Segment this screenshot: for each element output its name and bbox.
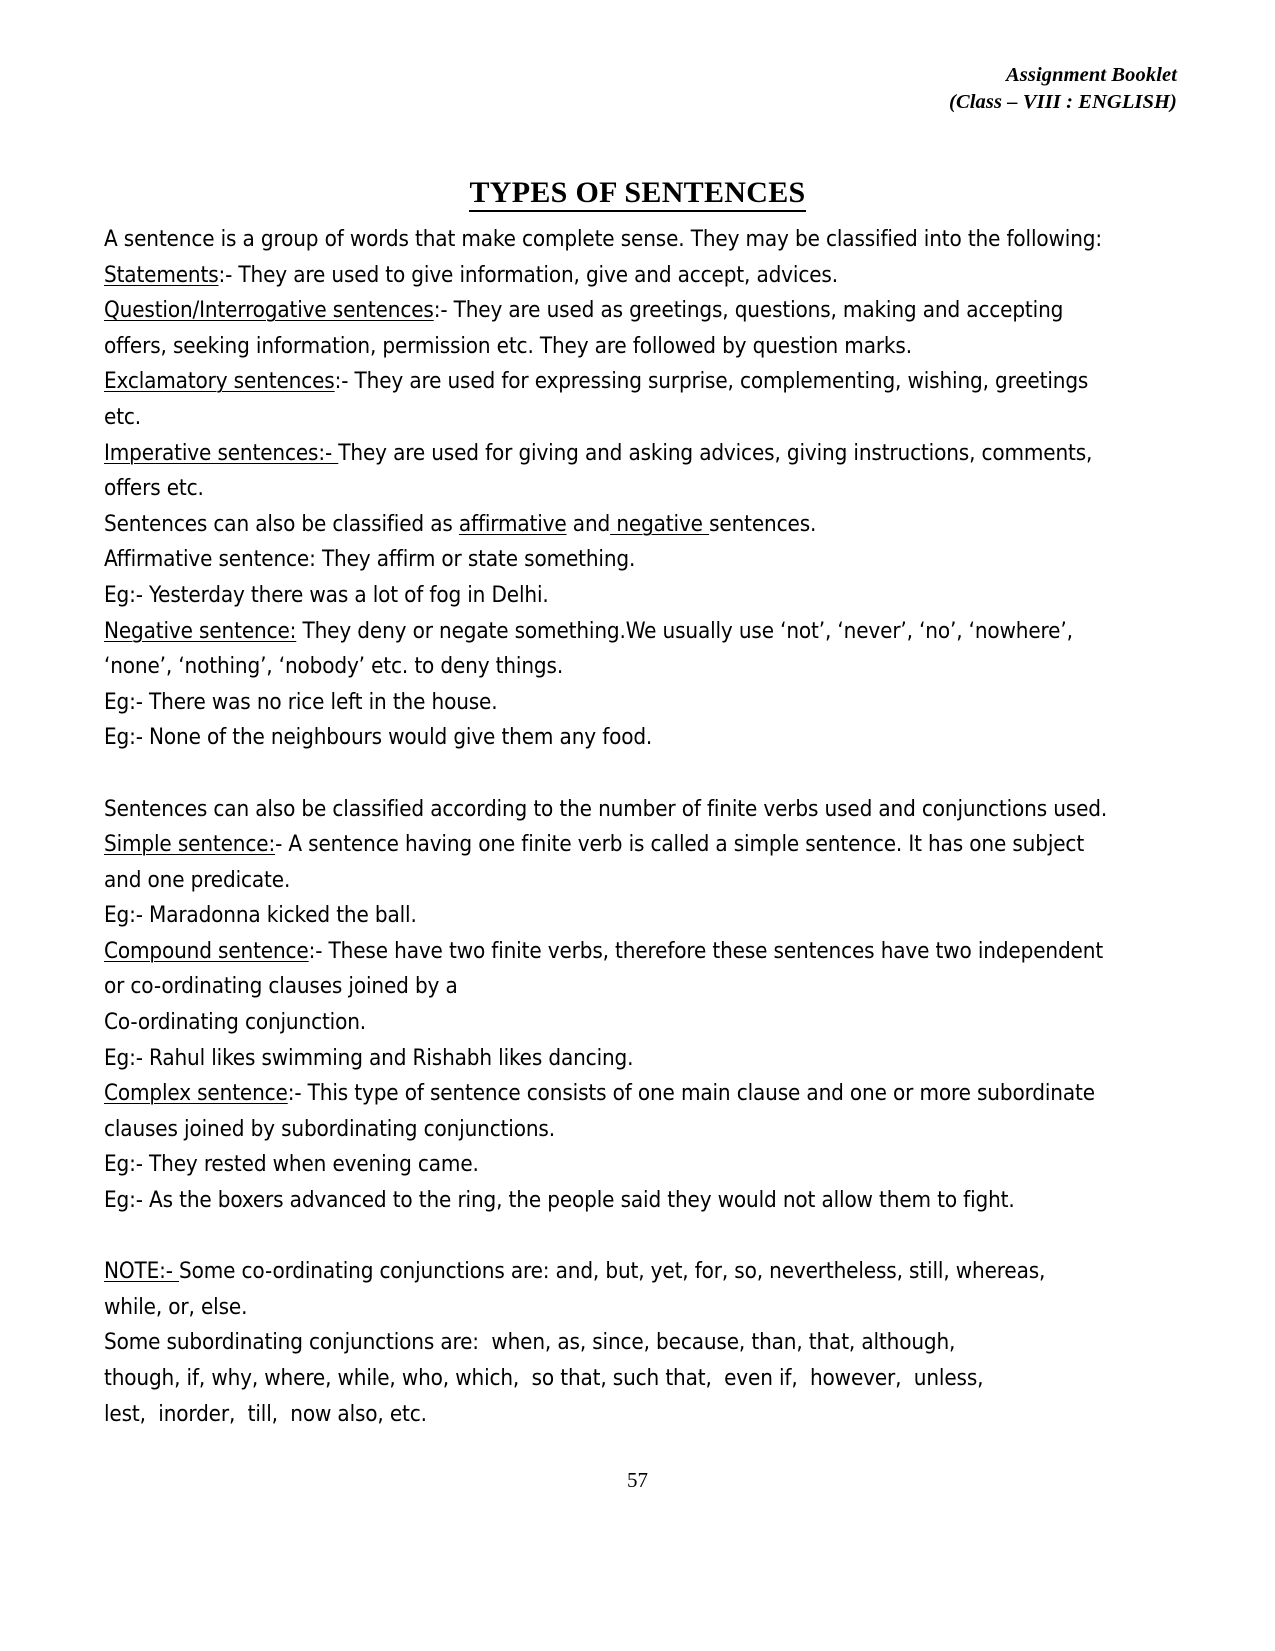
term-complex-sentence: Complex sentence	[104, 1080, 288, 1107]
page-number: 57	[627, 1468, 648, 1492]
example-simple: Eg:- Maradonna kicked the ball.	[104, 902, 417, 929]
paragraph-statements	[104, 258, 1109, 294]
text-simple-sentence: - A sentence having one finite verb is called a simple sentence. It has one subject and one predicate.	[104, 831, 1085, 893]
paragraph-affirmative-negative-classification	[104, 507, 1109, 543]
term-simple-sentence: Simple sentence:	[104, 831, 276, 858]
term-interrogative: Question/Interrogative sentences	[104, 297, 434, 324]
text-classification-part2: and	[566, 510, 611, 537]
term-exclamatory: Exclamatory sentences	[104, 368, 335, 395]
paragraph-intro: A sentence is a group of words that make complete sense. They may be classified into the following:	[104, 226, 1102, 252]
text-classification-part3: sentences.	[709, 510, 817, 537]
text-classification-part1: Sentences can also be classified as	[104, 510, 459, 537]
text-complex-sentence: :- This type of sentence consists of one main clause and one or more subordinate clauses joined by subordinating conjunctions.	[104, 1080, 1095, 1142]
paragraph-finite-verbs-intro: Sentences can also be classified according to the number of finite verbs used and conjunctions used.	[104, 795, 1108, 822]
example-affirmative: Eg:- Yesterday there was a lot of fog in Delhi.	[104, 581, 549, 608]
term-compound-sentence: Compound sentence	[104, 937, 309, 964]
term-note: NOTE:-	[104, 1258, 180, 1285]
term-statements: Statements	[104, 261, 219, 288]
text-negative-definition: They deny or negate something.We usually use ‘not’, ‘never’, ‘no’, ‘nowhere’, ‘none’, ‘nothing’, ‘nobody’ etc. to deny things.	[104, 617, 1073, 680]
page-title-text: TYPES OF SENTENCES	[469, 176, 805, 212]
example-compound: Eg:- Rahul likes swimming and Rishabh likes dancing.	[104, 1044, 634, 1071]
example-negative-2: Eg:- None of the neighbours would give them any food.	[104, 724, 653, 751]
term-imperative: Imperative sentences:-	[104, 439, 339, 466]
paragraph-spacer-1	[104, 756, 1109, 792]
paragraph-compound-sentence	[104, 934, 1109, 1005]
paragraph-complex-sentence	[104, 1076, 1109, 1147]
paragraph-subordinating-line2: though, if, why, where, while, who, which, so that, such that, even if, however, unless,	[104, 1365, 984, 1391]
text-imperative: They are used for giving and asking advices, giving instructions, comments, offers etc.	[104, 439, 1093, 502]
term-negative-sentence: Negative sentence:	[104, 617, 297, 644]
paragraph-simple-sentence	[104, 827, 1109, 898]
paragraph-imperative	[104, 436, 1109, 507]
text-compound-sentence: :- These have two finite verbs, therefore these sentences have two independent or co-ordinating clauses joined by a	[104, 937, 1104, 1000]
paragraph-interrogative	[104, 293, 1109, 364]
text-exclamatory: :- They are used for expressing surprise, complementing, wishing, greetings etc.	[104, 368, 1089, 430]
paragraph-subordinating-line3: lest, inorder, till, now also, etc.	[104, 1400, 427, 1427]
paragraph-subordinating-line1: Some subordinating conjunctions are: when, as, since, because, than, that, although,	[104, 1329, 956, 1356]
paragraph-negative-definition	[104, 614, 1109, 685]
paragraph-affirmative-definition: Affirmative sentence: They affirm or state something.	[104, 546, 636, 573]
term-negative: negative	[610, 510, 710, 537]
page-title	[0, 176, 1275, 210]
header-line-class: (Class – VIII : ENGLISH)	[949, 91, 1177, 114]
paragraph-compound-continuation: Co-ordinating conjunction.	[104, 1009, 366, 1036]
example-complex-1: Eg:- They rested when evening came.	[104, 1151, 479, 1178]
example-negative-1: Eg:- There was no rice left in the house.	[104, 688, 498, 715]
paragraph-exclamatory	[104, 364, 1109, 435]
header-line-booklet: Assignment Booklet	[1006, 64, 1177, 86]
text-statements: :- They are used to give information, give and accept, advices.	[218, 261, 838, 288]
body-content	[104, 222, 1109, 1432]
example-complex-2: Eg:- As the boxers advanced to the ring, the people said they would not allow them to fight.	[104, 1187, 1015, 1214]
running-header	[949, 62, 1177, 116]
text-interrogative: :- They are used as greetings, questions, making and accepting offers, seeking information, permission etc. They are followed by question marks.	[104, 297, 1064, 359]
text-note: Some co-ordinating conjunctions are: and, but, yet, for, so, nevertheless, still, whereas, while, or, else.	[104, 1258, 1046, 1320]
paragraph-spacer-2	[104, 1219, 1109, 1255]
term-affirmative: affirmative	[458, 510, 567, 537]
paragraph-note	[104, 1254, 1109, 1325]
